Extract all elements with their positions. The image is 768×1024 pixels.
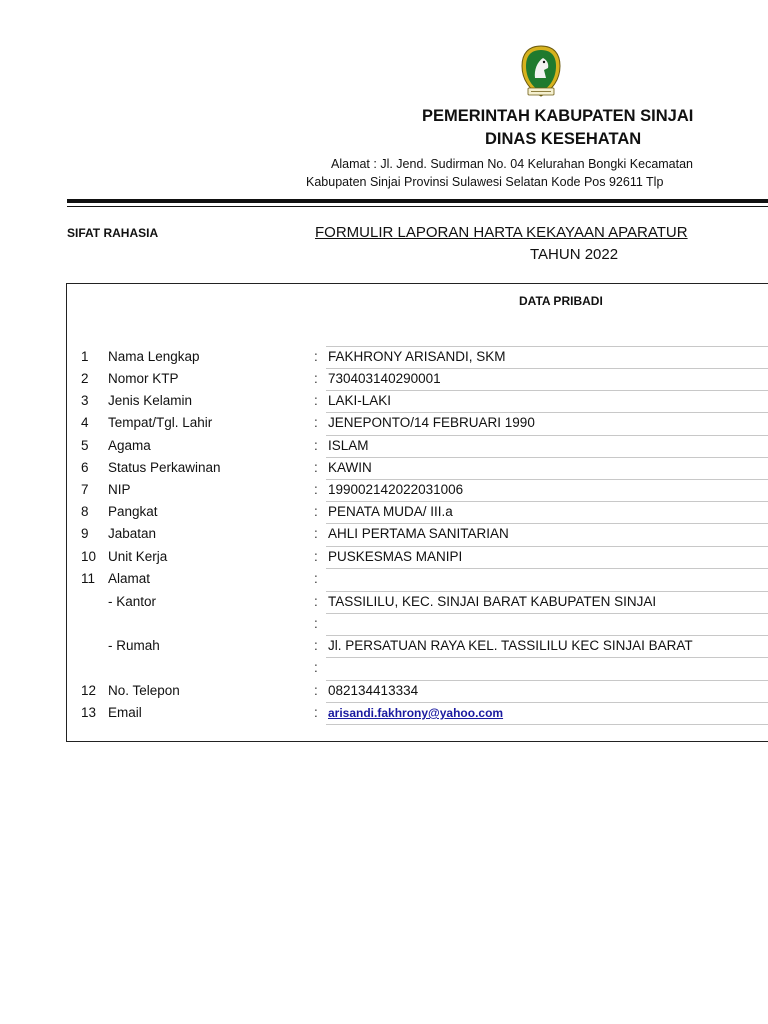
row-top-rule bbox=[326, 368, 768, 369]
row-colon: : bbox=[314, 705, 318, 720]
row-label: Unit Kerja bbox=[108, 549, 168, 564]
row-colon: : bbox=[314, 438, 318, 453]
row-number: 12 bbox=[81, 683, 97, 698]
row-colon: : bbox=[314, 616, 318, 631]
row-top-rule bbox=[326, 657, 768, 658]
data-row bbox=[0, 523, 768, 545]
row-colon: : bbox=[314, 504, 318, 519]
row-number: 1 bbox=[81, 349, 89, 364]
row-label: - Kantor bbox=[108, 594, 157, 609]
row-label: Nomor KTP bbox=[108, 371, 179, 386]
row-colon: : bbox=[314, 549, 318, 564]
row-colon: : bbox=[314, 482, 318, 497]
data-row bbox=[0, 680, 768, 702]
row-label: Jabatan bbox=[108, 526, 157, 541]
government-name: PEMERINTAH KABUPATEN SINJAI bbox=[422, 107, 694, 125]
row-colon: : bbox=[314, 638, 318, 653]
row-number: 3 bbox=[81, 393, 89, 408]
row-top-rule bbox=[326, 568, 768, 569]
row-label: No. Telepon bbox=[108, 683, 180, 698]
header-divider-thick bbox=[67, 199, 768, 203]
data-row bbox=[0, 412, 768, 434]
row-number: 11 bbox=[81, 571, 96, 586]
religion-value: ISLAM bbox=[328, 438, 369, 453]
data-row bbox=[0, 568, 768, 590]
row-number: 7 bbox=[81, 482, 89, 497]
row-top-rule bbox=[326, 479, 768, 480]
agency-name: DINAS KESEHATAN bbox=[485, 130, 642, 148]
regency-emblem-logo bbox=[518, 44, 564, 100]
row-top-rule bbox=[326, 457, 768, 458]
row-top-rule bbox=[326, 546, 768, 547]
row-top-rule bbox=[326, 702, 768, 703]
data-row bbox=[0, 457, 768, 479]
full-name-value: FAKHRONY ARISANDI, SKM bbox=[328, 349, 506, 364]
row-top-rule bbox=[326, 635, 768, 636]
row-colon: : bbox=[314, 415, 318, 430]
data-row bbox=[0, 657, 768, 679]
row-number: 6 bbox=[81, 460, 89, 475]
row-top-rule bbox=[326, 613, 768, 614]
form-title: FORMULIR LAPORAN HARTA KEKAYAAN APARATUR bbox=[315, 224, 688, 241]
row-top-rule bbox=[326, 346, 768, 347]
row-top-rule bbox=[326, 435, 768, 436]
data-row bbox=[0, 546, 768, 568]
row-label: Alamat bbox=[108, 571, 151, 586]
data-row bbox=[0, 390, 768, 412]
row-label: Agama bbox=[108, 438, 151, 453]
row-number: 2 bbox=[81, 371, 89, 386]
data-row bbox=[0, 591, 768, 613]
marital-status-value: KAWIN bbox=[328, 460, 372, 475]
data-row bbox=[0, 435, 768, 457]
data-row bbox=[0, 479, 768, 501]
form-year: TAHUN 2022 bbox=[530, 246, 619, 263]
rank-value: PENATA MUDA/ III.a bbox=[328, 504, 453, 519]
row-top-rule bbox=[326, 591, 768, 592]
data-row bbox=[0, 635, 768, 657]
row-number: 5 bbox=[81, 438, 89, 453]
row-number: 9 bbox=[81, 526, 89, 541]
ktp-number-value: 730403140290001 bbox=[328, 371, 441, 386]
row-colon: : bbox=[314, 660, 318, 675]
section-title: DATA PRIBADI bbox=[519, 294, 603, 308]
confidential-label: SIFAT RAHASIA bbox=[67, 226, 159, 240]
row-colon: : bbox=[314, 526, 318, 541]
row-colon: : bbox=[314, 349, 318, 364]
gender-value: LAKI-LAKI bbox=[328, 393, 392, 408]
row-label: Status Perkawinan bbox=[108, 460, 221, 475]
row-number: 8 bbox=[81, 504, 89, 519]
phone-value: 082134413334 bbox=[328, 683, 419, 698]
row-top-rule bbox=[326, 390, 768, 391]
row-top-rule bbox=[326, 523, 768, 524]
row-colon: : bbox=[314, 683, 318, 698]
row-colon: : bbox=[314, 594, 318, 609]
row-label: Pangkat bbox=[108, 504, 158, 519]
data-row bbox=[0, 346, 768, 368]
position-value: AHLI PERTAMA SANITARIAN bbox=[328, 526, 509, 541]
header-divider-thin bbox=[67, 206, 768, 207]
work-unit-value: PUSKESMAS MANIPI bbox=[328, 549, 463, 564]
row-label: Jenis Kelamin bbox=[108, 393, 193, 408]
row-colon: : bbox=[314, 371, 318, 386]
row-label: Tempat/Tgl. Lahir bbox=[108, 415, 213, 430]
home-address-value: Jl. PERSATUAN RAYA KEL. TASSILILU KEC SINJAI BARAT bbox=[328, 638, 693, 653]
row-top-rule bbox=[326, 501, 768, 502]
nip-value: 199002142022031006 bbox=[328, 482, 464, 497]
data-row bbox=[0, 368, 768, 390]
row-label: NIP bbox=[108, 482, 131, 497]
address-line-2: Kabupaten Sinjai Provinsi Sulawesi Selatan Kode Pos 92611 Tlp bbox=[306, 175, 664, 189]
row-bottom-rule bbox=[326, 724, 768, 725]
data-row bbox=[0, 702, 768, 724]
row-top-rule bbox=[326, 680, 768, 681]
row-colon: : bbox=[314, 460, 318, 475]
email-link[interactable]: arisandi.fakhrony@yahoo.com bbox=[328, 706, 504, 720]
data-row bbox=[0, 501, 768, 523]
row-label: Email bbox=[108, 705, 142, 720]
data-row bbox=[0, 613, 768, 635]
row-label: - Rumah bbox=[108, 638, 160, 653]
row-number: 10 bbox=[81, 549, 97, 564]
address-line-1: Alamat : Jl. Jend. Sudirman No. 04 Kelurahan Bongki Kecamatan bbox=[331, 157, 694, 171]
row-top-rule bbox=[326, 412, 768, 413]
row-number: 13 bbox=[81, 705, 97, 720]
row-number: 4 bbox=[81, 415, 89, 430]
row-label: Nama Lengkap bbox=[108, 349, 200, 364]
birth-place-date-value: JENEPONTO/14 FEBRUARI 1990 bbox=[328, 415, 535, 430]
row-colon: : bbox=[314, 393, 318, 408]
row-colon: : bbox=[314, 571, 318, 586]
office-address-value: TASSILILU, KEC. SINJAI BARAT KABUPATEN SINJAI bbox=[328, 594, 657, 609]
